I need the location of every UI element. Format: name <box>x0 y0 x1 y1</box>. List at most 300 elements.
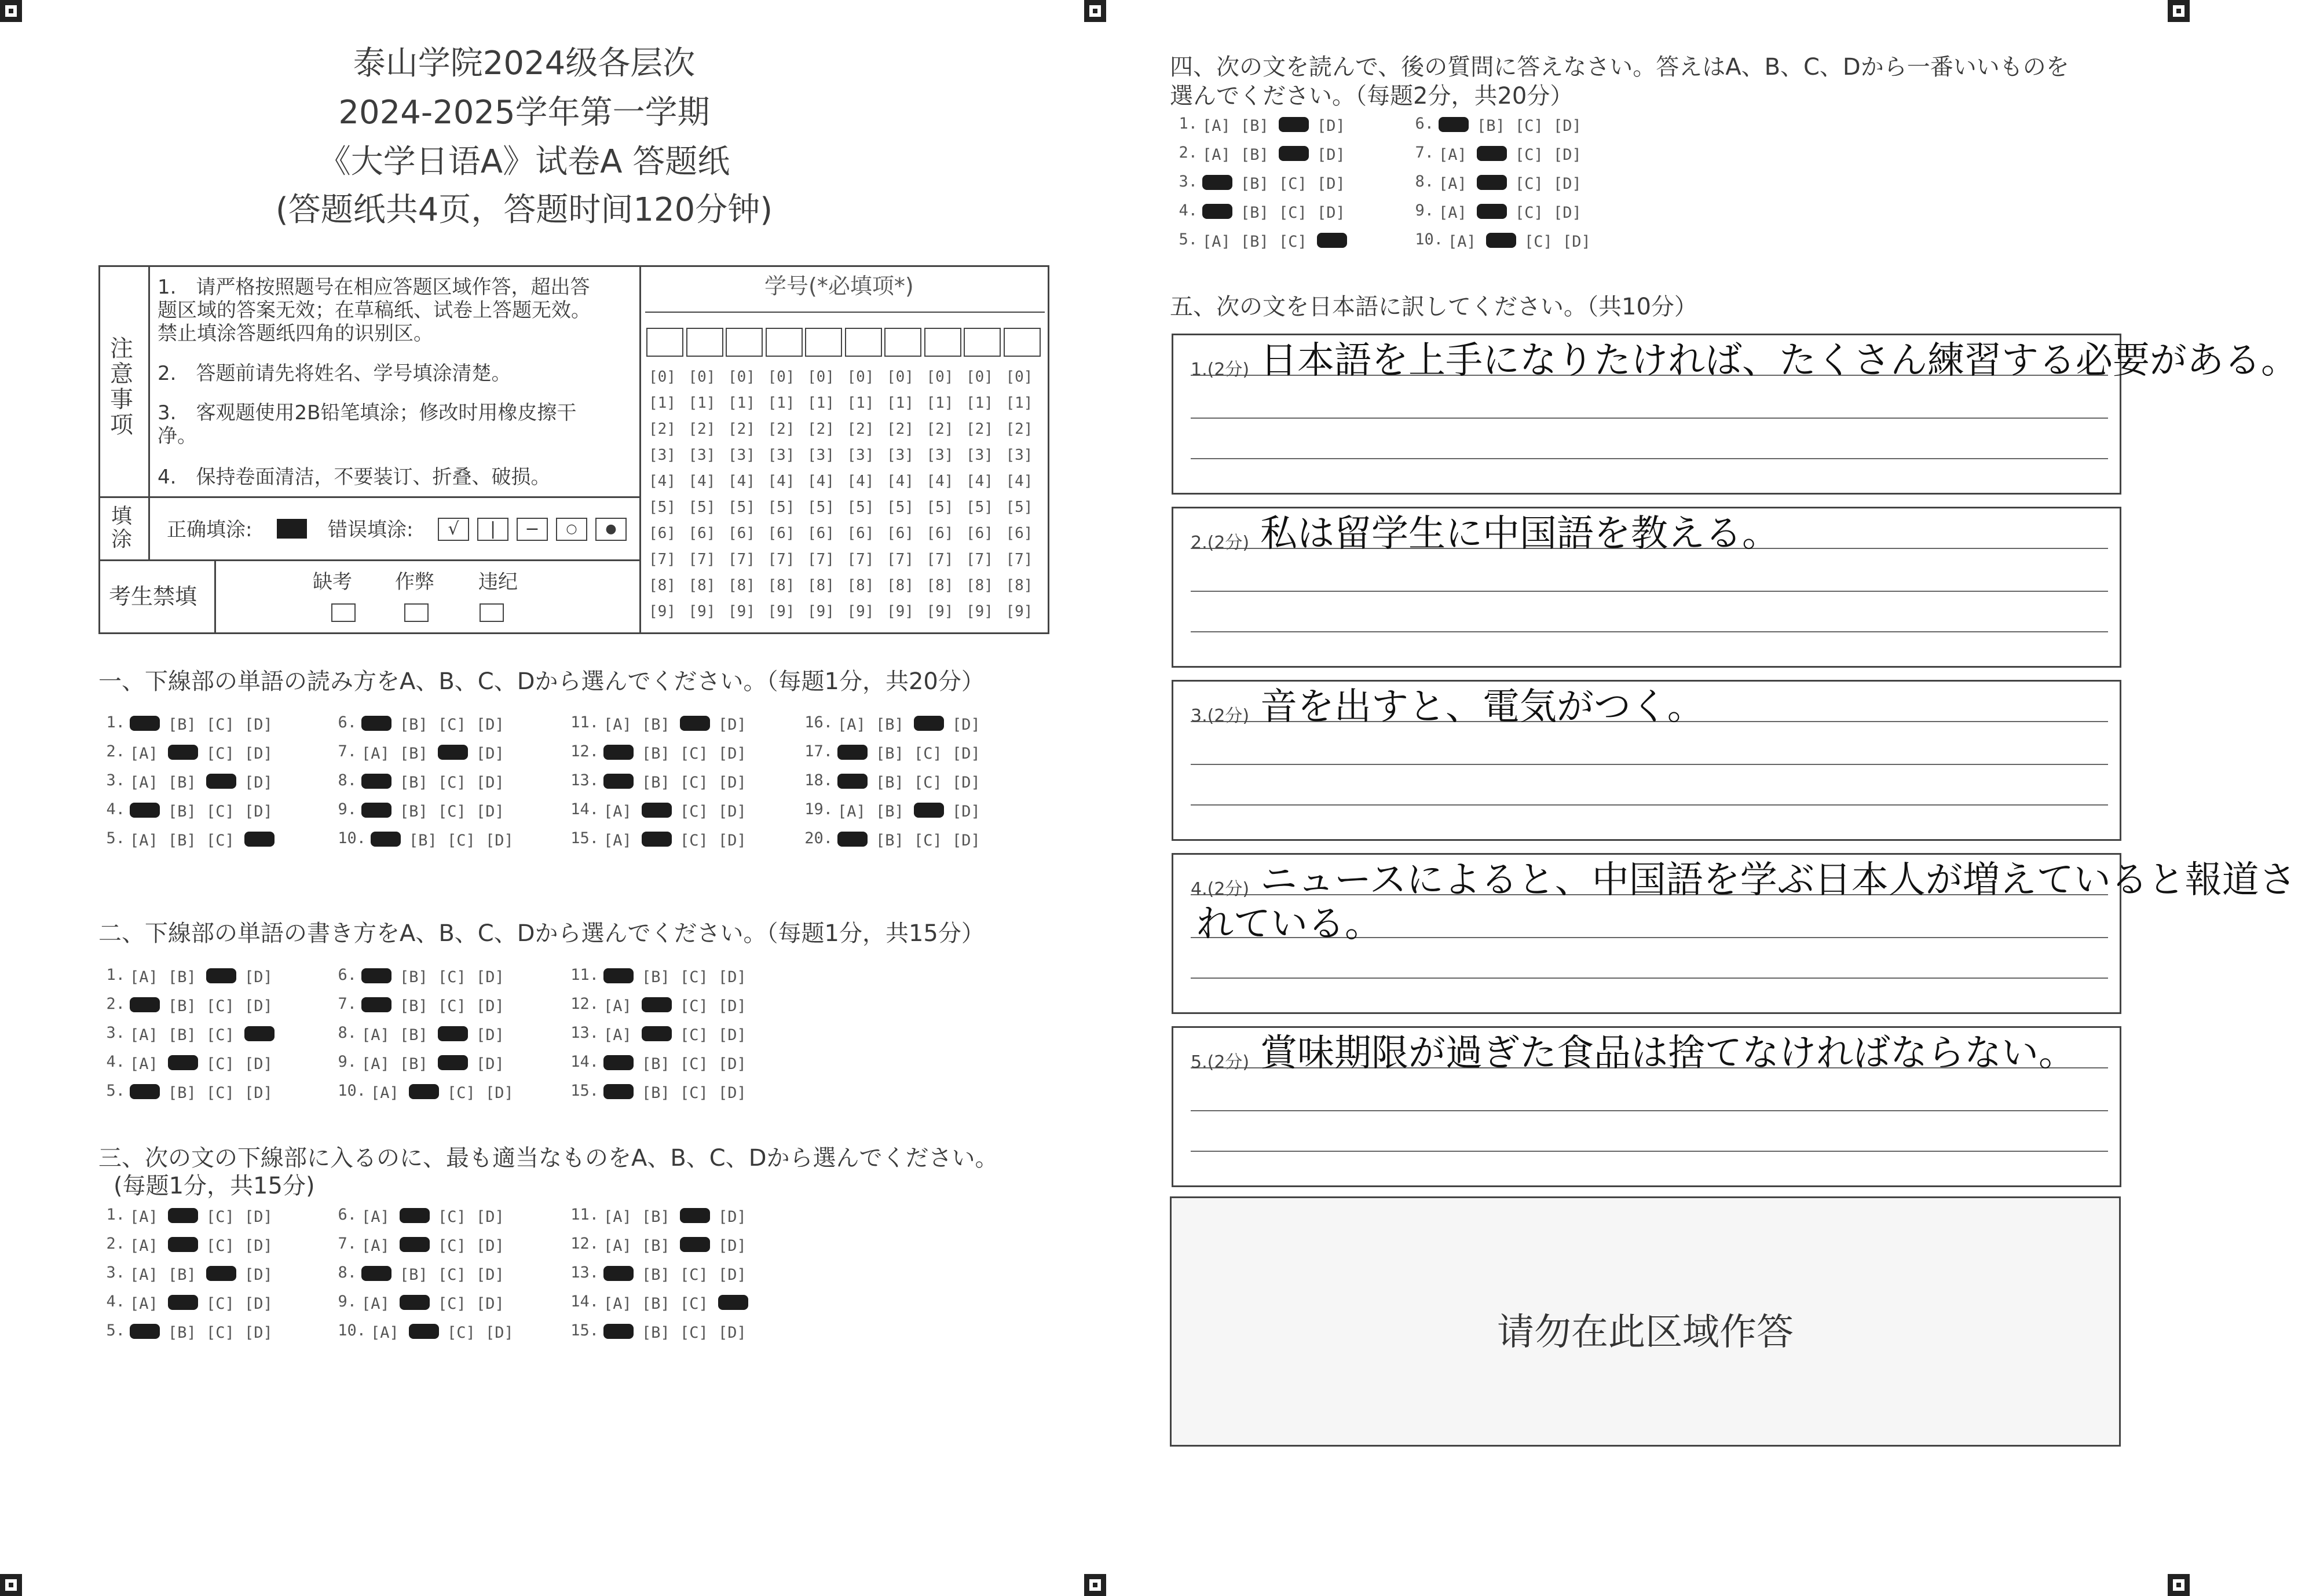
option-filled[interactable] <box>1202 175 1232 190</box>
answer-row[interactable] <box>568 1322 756 1342</box>
option-filled[interactable] <box>438 1026 468 1041</box>
option-empty[interactable]: [C] <box>1279 232 1307 251</box>
option-empty[interactable]: [D] <box>718 1055 747 1073</box>
option-empty[interactable]: [C] <box>438 715 466 734</box>
student-id-digit[interactable]: [9] <box>807 603 835 620</box>
option-empty[interactable]: [B] <box>642 773 670 792</box>
option-empty[interactable]: [D] <box>485 1083 514 1102</box>
student-id-box[interactable] <box>805 328 842 357</box>
answer-row[interactable] <box>1176 115 1355 133</box>
answer-row[interactable] <box>568 1082 756 1100</box>
option-empty[interactable]: [D] <box>244 1294 273 1313</box>
student-id-digit[interactable]: [1] <box>1005 394 1033 412</box>
option-empty[interactable]: [D] <box>476 1055 504 1073</box>
student-id-digit[interactable]: [4] <box>926 473 954 490</box>
option-empty[interactable]: [A] <box>130 968 158 986</box>
option-empty[interactable]: [C] <box>206 744 235 763</box>
option-empty[interactable]: [D] <box>718 744 747 763</box>
option-empty[interactable]: [A] <box>1448 232 1476 251</box>
option-empty[interactable]: [B] <box>168 1323 196 1342</box>
option-empty[interactable]: [A] <box>603 1236 632 1255</box>
student-id-digit[interactable]: [2] <box>847 420 874 438</box>
option-empty[interactable]: [A] <box>130 744 158 763</box>
answer-row[interactable] <box>103 1024 283 1042</box>
option-empty[interactable]: [B] <box>642 1207 670 1226</box>
student-id-digit[interactable]: [2] <box>688 420 716 438</box>
student-id-digit[interactable]: [8] <box>966 577 993 594</box>
student-id-digit[interactable]: [8] <box>847 577 874 594</box>
option-empty[interactable]: [D] <box>1553 116 1582 135</box>
option-filled[interactable] <box>914 716 944 731</box>
student-id-digit[interactable]: [8] <box>688 577 716 594</box>
option-filled[interactable] <box>1486 233 1516 248</box>
student-id-digit[interactable]: [4] <box>847 473 874 490</box>
option-empty[interactable]: [C] <box>680 744 708 763</box>
student-id-box[interactable] <box>1004 328 1041 357</box>
option-empty[interactable]: [B] <box>876 715 904 734</box>
option-empty[interactable]: [B] <box>400 715 428 734</box>
option-filled[interactable] <box>837 774 868 789</box>
cheating-checkbox[interactable] <box>404 603 429 622</box>
option-empty[interactable]: [D] <box>1317 174 1345 193</box>
option-empty[interactable]: [A] <box>361 1026 390 1044</box>
option-empty[interactable]: [D] <box>718 1207 747 1226</box>
option-empty[interactable]: [D] <box>952 831 980 850</box>
answer-row[interactable] <box>802 742 990 763</box>
option-empty[interactable]: [A] <box>371 1323 399 1342</box>
option-filled[interactable] <box>603 1055 634 1070</box>
option-empty[interactable]: [D] <box>718 1083 747 1102</box>
option-filled[interactable] <box>168 1237 198 1252</box>
student-id-digit[interactable]: [3] <box>728 446 755 464</box>
option-filled[interactable] <box>130 997 160 1012</box>
answer-row[interactable] <box>568 1264 756 1282</box>
absent-checkbox[interactable] <box>331 603 356 622</box>
student-id-digit[interactable]: [6] <box>1005 525 1033 542</box>
option-filled[interactable] <box>642 803 672 818</box>
option-empty[interactable]: [C] <box>438 1265 466 1284</box>
student-id-digit[interactable]: [5] <box>847 499 874 516</box>
student-id-digit[interactable]: [2] <box>966 420 993 438</box>
option-filled[interactable] <box>371 832 401 847</box>
student-id-digit[interactable]: [4] <box>688 473 716 490</box>
option-filled[interactable] <box>400 1237 430 1252</box>
option-filled[interactable] <box>1439 117 1469 132</box>
option-filled[interactable] <box>1279 146 1309 161</box>
option-empty[interactable]: [B] <box>642 1055 670 1073</box>
option-empty[interactable]: [C] <box>1524 232 1553 251</box>
answer-row[interactable] <box>335 1206 514 1224</box>
option-empty[interactable]: [D] <box>476 1207 504 1226</box>
answer-row[interactable] <box>568 713 756 734</box>
option-empty[interactable]: [B] <box>876 773 904 792</box>
option-filled[interactable] <box>603 745 634 760</box>
option-filled[interactable] <box>361 803 391 818</box>
answer-row[interactable] <box>568 771 756 792</box>
option-empty[interactable]: [C] <box>680 802 708 821</box>
student-id-digit[interactable]: [5] <box>728 499 755 516</box>
option-empty[interactable]: [B] <box>642 715 670 734</box>
option-empty[interactable]: [B] <box>168 831 196 850</box>
answer-row[interactable] <box>568 829 756 850</box>
option-empty[interactable]: [A] <box>361 1207 390 1226</box>
option-empty[interactable]: [D] <box>1553 145 1582 164</box>
option-empty[interactable]: [C] <box>680 1294 708 1313</box>
option-filled[interactable] <box>642 832 672 847</box>
option-empty[interactable]: [B] <box>168 715 196 734</box>
option-empty[interactable]: [A] <box>603 831 632 850</box>
option-empty[interactable]: [A] <box>603 997 632 1015</box>
answer-row[interactable] <box>335 713 514 734</box>
option-empty[interactable]: [B] <box>642 968 670 986</box>
option-empty[interactable]: [C] <box>680 1265 708 1284</box>
student-id-digit[interactable]: [0] <box>728 368 755 386</box>
option-empty[interactable]: [A] <box>1202 116 1231 135</box>
student-id-digit[interactable]: [2] <box>926 420 954 438</box>
answer-row[interactable] <box>335 742 514 763</box>
option-empty[interactable]: [C] <box>206 1294 235 1313</box>
student-id-box[interactable] <box>884 328 921 357</box>
student-id-digit[interactable]: [4] <box>1005 473 1033 490</box>
answer-row[interactable] <box>1412 173 1591 191</box>
option-filled[interactable] <box>361 997 391 1012</box>
student-id-digit[interactable]: [9] <box>887 603 914 620</box>
option-empty[interactable]: [C] <box>1515 145 1543 164</box>
option-filled[interactable] <box>603 774 634 789</box>
option-empty[interactable]: [B] <box>400 802 428 821</box>
option-empty[interactable]: [D] <box>476 1026 504 1044</box>
option-filled[interactable] <box>206 968 236 983</box>
student-id-digit[interactable]: [6] <box>688 525 716 542</box>
option-empty[interactable]: [C] <box>206 802 235 821</box>
student-id-box[interactable] <box>646 328 683 357</box>
option-filled[interactable] <box>168 745 198 760</box>
option-empty[interactable]: [B] <box>400 997 428 1015</box>
option-empty[interactable]: [D] <box>718 1323 747 1342</box>
option-empty[interactable]: [D] <box>244 1265 273 1284</box>
option-empty[interactable]: [B] <box>642 1236 670 1255</box>
option-empty[interactable]: [C] <box>1515 116 1543 135</box>
option-filled[interactable] <box>680 1208 710 1223</box>
answer-row[interactable] <box>1412 115 1591 133</box>
option-empty[interactable]: [D] <box>718 997 747 1015</box>
answer-row[interactable] <box>335 1322 524 1342</box>
option-filled[interactable] <box>361 774 391 789</box>
option-empty[interactable]: [B] <box>168 968 196 986</box>
option-empty[interactable]: [D] <box>476 968 504 986</box>
option-empty[interactable]: [B] <box>168 997 196 1015</box>
answer-row[interactable] <box>1412 202 1591 222</box>
option-empty[interactable]: [A] <box>361 1294 390 1313</box>
answer-row[interactable] <box>103 1053 283 1071</box>
option-empty[interactable]: [B] <box>642 744 670 763</box>
student-id-digit[interactable]: [9] <box>649 603 676 620</box>
option-filled[interactable] <box>603 1324 634 1339</box>
option-empty[interactable]: [B] <box>1241 232 1269 251</box>
answer-row[interactable] <box>1176 230 1355 251</box>
option-empty[interactable]: [B] <box>1241 174 1269 193</box>
answer-row[interactable] <box>568 800 756 821</box>
answer-row[interactable] <box>568 1053 756 1071</box>
option-empty[interactable]: [A] <box>1439 203 1467 222</box>
option-empty[interactable]: [B] <box>876 831 904 850</box>
option-empty[interactable]: [C] <box>1279 174 1307 193</box>
option-empty[interactable]: [B] <box>876 802 904 821</box>
student-id-digit[interactable]: [3] <box>688 446 716 464</box>
student-id-digit[interactable]: [2] <box>887 420 914 438</box>
student-id-digit[interactable]: [6] <box>649 525 676 542</box>
option-filled[interactable] <box>1202 204 1232 219</box>
answer-row[interactable] <box>103 966 283 984</box>
student-id-box[interactable] <box>924 328 961 357</box>
option-filled[interactable] <box>400 1295 430 1310</box>
answer-row[interactable] <box>335 966 514 984</box>
option-empty[interactable]: [C] <box>438 1294 466 1313</box>
option-empty[interactable]: [C] <box>438 1207 466 1226</box>
option-filled[interactable] <box>837 745 868 760</box>
student-id-digit[interactable]: [9] <box>1005 603 1033 620</box>
option-empty[interactable]: [A] <box>130 1294 158 1313</box>
option-empty[interactable]: [D] <box>718 1026 747 1044</box>
option-empty[interactable]: [D] <box>952 773 980 792</box>
student-id-digit[interactable]: [8] <box>926 577 954 594</box>
student-id-digit[interactable]: [9] <box>966 603 993 620</box>
option-empty[interactable]: [C] <box>680 1323 708 1342</box>
option-empty[interactable]: [D] <box>476 1236 504 1255</box>
option-empty[interactable]: [D] <box>244 1323 273 1342</box>
student-id-box[interactable] <box>964 328 1001 357</box>
option-empty[interactable]: [D] <box>244 715 273 734</box>
option-filled[interactable] <box>409 1084 439 1099</box>
answer-row[interactable] <box>335 771 514 792</box>
answer-row[interactable] <box>103 1293 283 1311</box>
student-id-digit[interactable]: [5] <box>926 499 954 516</box>
option-empty[interactable]: [A] <box>837 715 866 734</box>
answer-row[interactable] <box>103 829 283 850</box>
option-empty[interactable]: [C] <box>1515 174 1543 193</box>
answer-row[interactable] <box>1412 230 1601 251</box>
answer-row[interactable] <box>568 1206 756 1224</box>
option-empty[interactable]: [C] <box>680 968 708 986</box>
student-id-box[interactable] <box>766 328 803 357</box>
answer-row[interactable] <box>568 995 756 1013</box>
option-filled[interactable] <box>1477 175 1507 190</box>
option-empty[interactable]: [A] <box>1202 145 1231 164</box>
option-empty[interactable]: [A] <box>130 773 158 792</box>
answer-row[interactable] <box>335 829 524 850</box>
option-empty[interactable]: [B] <box>400 1055 428 1073</box>
option-empty[interactable]: [B] <box>168 1083 196 1102</box>
option-empty[interactable]: [B] <box>409 831 437 850</box>
option-empty[interactable]: [A] <box>130 1207 158 1226</box>
student-id-digit[interactable]: [5] <box>1005 499 1033 516</box>
answer-row[interactable] <box>1176 202 1355 222</box>
option-empty[interactable]: [D] <box>952 715 980 734</box>
student-id-digit[interactable]: [7] <box>688 551 716 568</box>
student-id-digit[interactable]: [6] <box>767 525 795 542</box>
option-empty[interactable]: [C] <box>206 1207 235 1226</box>
option-empty[interactable]: [C] <box>914 831 942 850</box>
answer-row[interactable] <box>568 1293 756 1311</box>
option-empty[interactable]: [D] <box>476 1265 504 1284</box>
option-empty[interactable]: [C] <box>1279 203 1307 222</box>
option-empty[interactable]: [C] <box>206 1083 235 1102</box>
student-id-digit[interactable]: [1] <box>688 394 716 412</box>
student-id-digit[interactable]: [3] <box>1005 446 1033 464</box>
student-id-digit[interactable]: [1] <box>807 394 835 412</box>
option-filled[interactable] <box>130 716 160 731</box>
option-empty[interactable]: [D] <box>476 997 504 1015</box>
option-empty[interactable]: [D] <box>485 831 514 850</box>
option-empty[interactable]: [A] <box>130 1265 158 1284</box>
student-id-digit[interactable]: [3] <box>887 446 914 464</box>
student-id-digit[interactable]: [9] <box>688 603 716 620</box>
option-empty[interactable]: [A] <box>1439 174 1467 193</box>
answer-row[interactable] <box>1176 173 1355 191</box>
student-id-digit[interactable]: [0] <box>887 368 914 386</box>
answer-row[interactable] <box>103 1206 283 1224</box>
student-id-digit[interactable]: [3] <box>807 446 835 464</box>
option-empty[interactable]: [B] <box>400 1265 428 1284</box>
option-empty[interactable]: [C] <box>438 802 466 821</box>
option-empty[interactable]: [D] <box>1317 145 1345 164</box>
student-id-digit[interactable]: [0] <box>649 368 676 386</box>
answer-row[interactable] <box>335 1293 514 1311</box>
option-empty[interactable]: [D] <box>476 744 504 763</box>
option-empty[interactable]: [D] <box>244 1055 273 1073</box>
student-id-digit[interactable]: [2] <box>728 420 755 438</box>
option-filled[interactable] <box>1279 117 1309 132</box>
option-filled[interactable] <box>206 1266 236 1281</box>
student-id-digit[interactable]: [4] <box>649 473 676 490</box>
option-filled[interactable] <box>130 1324 160 1339</box>
answer-row[interactable] <box>103 742 283 763</box>
option-empty[interactable]: [B] <box>1241 203 1269 222</box>
option-empty[interactable]: [D] <box>718 968 747 986</box>
option-empty[interactable]: [A] <box>130 1055 158 1073</box>
student-id-digit[interactable]: [2] <box>1005 420 1033 438</box>
answer-row[interactable] <box>1176 144 1355 162</box>
answer-row[interactable] <box>103 1082 283 1100</box>
student-id-digit[interactable]: [8] <box>887 577 914 594</box>
student-id-digit[interactable]: [8] <box>649 577 676 594</box>
student-id-digit[interactable]: [6] <box>807 525 835 542</box>
option-filled[interactable] <box>1477 146 1507 161</box>
option-empty[interactable]: [C] <box>206 1026 235 1044</box>
option-empty[interactable]: [A] <box>603 1026 632 1044</box>
option-empty[interactable]: [D] <box>718 802 747 821</box>
student-id-digit[interactable]: [7] <box>649 551 676 568</box>
student-id-digit[interactable]: [4] <box>767 473 795 490</box>
option-filled[interactable] <box>244 1026 275 1041</box>
student-id-digit[interactable]: [7] <box>887 551 914 568</box>
option-empty[interactable]: [D] <box>244 802 273 821</box>
student-id-digit[interactable]: [1] <box>926 394 954 412</box>
option-empty[interactable]: [A] <box>371 1083 399 1102</box>
option-empty[interactable]: [D] <box>244 997 273 1015</box>
option-filled[interactable] <box>603 1266 634 1281</box>
student-id-digit[interactable]: [4] <box>966 473 993 490</box>
answer-row[interactable] <box>1412 144 1591 162</box>
student-id-digit[interactable]: [2] <box>807 420 835 438</box>
option-empty[interactable]: [D] <box>244 1236 273 1255</box>
option-empty[interactable]: [C] <box>680 1026 708 1044</box>
option-filled[interactable] <box>603 968 634 983</box>
student-id-digit[interactable]: [0] <box>966 368 993 386</box>
option-filled[interactable] <box>168 1208 198 1223</box>
student-id-digit[interactable]: [9] <box>767 603 795 620</box>
option-empty[interactable]: [D] <box>244 744 273 763</box>
answer-row[interactable] <box>335 995 514 1013</box>
option-empty[interactable]: [C] <box>206 831 235 850</box>
student-id-digit[interactable]: [7] <box>767 551 795 568</box>
student-id-digit[interactable]: [3] <box>926 446 954 464</box>
answer-row[interactable] <box>802 771 990 792</box>
option-filled[interactable] <box>680 1237 710 1252</box>
answer-row[interactable] <box>335 800 514 821</box>
student-id-digit[interactable]: [7] <box>807 551 835 568</box>
option-filled[interactable] <box>168 1295 198 1310</box>
option-empty[interactable]: [D] <box>952 802 980 821</box>
option-empty[interactable]: [C] <box>914 773 942 792</box>
option-filled[interactable] <box>718 1295 748 1310</box>
student-id-digit[interactable]: [9] <box>728 603 755 620</box>
option-empty[interactable]: [B] <box>642 1323 670 1342</box>
student-id-digit[interactable]: [7] <box>926 551 954 568</box>
option-empty[interactable]: [D] <box>485 1323 514 1342</box>
option-empty[interactable]: [D] <box>244 1083 273 1102</box>
student-id-digit[interactable]: [0] <box>688 368 716 386</box>
student-id-digit[interactable]: [9] <box>926 603 954 620</box>
option-empty[interactable]: [C] <box>438 773 466 792</box>
student-id-digit[interactable]: [5] <box>688 499 716 516</box>
answer-row[interactable] <box>568 1235 756 1253</box>
option-filled[interactable] <box>642 997 672 1012</box>
student-id-digit[interactable]: [8] <box>1005 577 1033 594</box>
option-empty[interactable]: [C] <box>1515 203 1543 222</box>
answer-row[interactable] <box>335 1082 524 1100</box>
student-id-digit[interactable]: [4] <box>728 473 755 490</box>
option-empty[interactable]: [C] <box>447 831 475 850</box>
option-empty[interactable]: [D] <box>244 1207 273 1226</box>
option-empty[interactable]: [B] <box>168 1265 196 1284</box>
answer-row[interactable] <box>802 713 990 734</box>
student-id-digit[interactable]: [0] <box>1005 368 1033 386</box>
option-empty[interactable]: [C] <box>914 744 942 763</box>
option-filled[interactable] <box>680 716 710 731</box>
student-id-digit[interactable]: [1] <box>728 394 755 412</box>
student-id-digit[interactable]: [1] <box>767 394 795 412</box>
option-filled[interactable] <box>837 832 868 847</box>
violation-checkbox[interactable] <box>480 603 504 622</box>
option-empty[interactable]: [C] <box>438 1236 466 1255</box>
student-id-digit[interactable]: [7] <box>847 551 874 568</box>
option-empty[interactable]: [C] <box>680 831 708 850</box>
option-filled[interactable] <box>1317 233 1347 248</box>
student-id-digit[interactable]: [6] <box>926 525 954 542</box>
option-empty[interactable]: [B] <box>400 744 428 763</box>
student-id-digit[interactable]: [6] <box>728 525 755 542</box>
answer-row[interactable] <box>335 1024 514 1042</box>
option-empty[interactable]: [B] <box>876 744 904 763</box>
student-id-digit[interactable]: [0] <box>807 368 835 386</box>
option-empty[interactable]: [A] <box>130 831 158 850</box>
option-empty[interactable]: [B] <box>168 773 196 792</box>
option-empty[interactable]: [C] <box>206 1055 235 1073</box>
student-id-digit[interactable]: [1] <box>966 394 993 412</box>
option-filled[interactable] <box>361 1266 391 1281</box>
option-empty[interactable]: [D] <box>1553 174 1582 193</box>
